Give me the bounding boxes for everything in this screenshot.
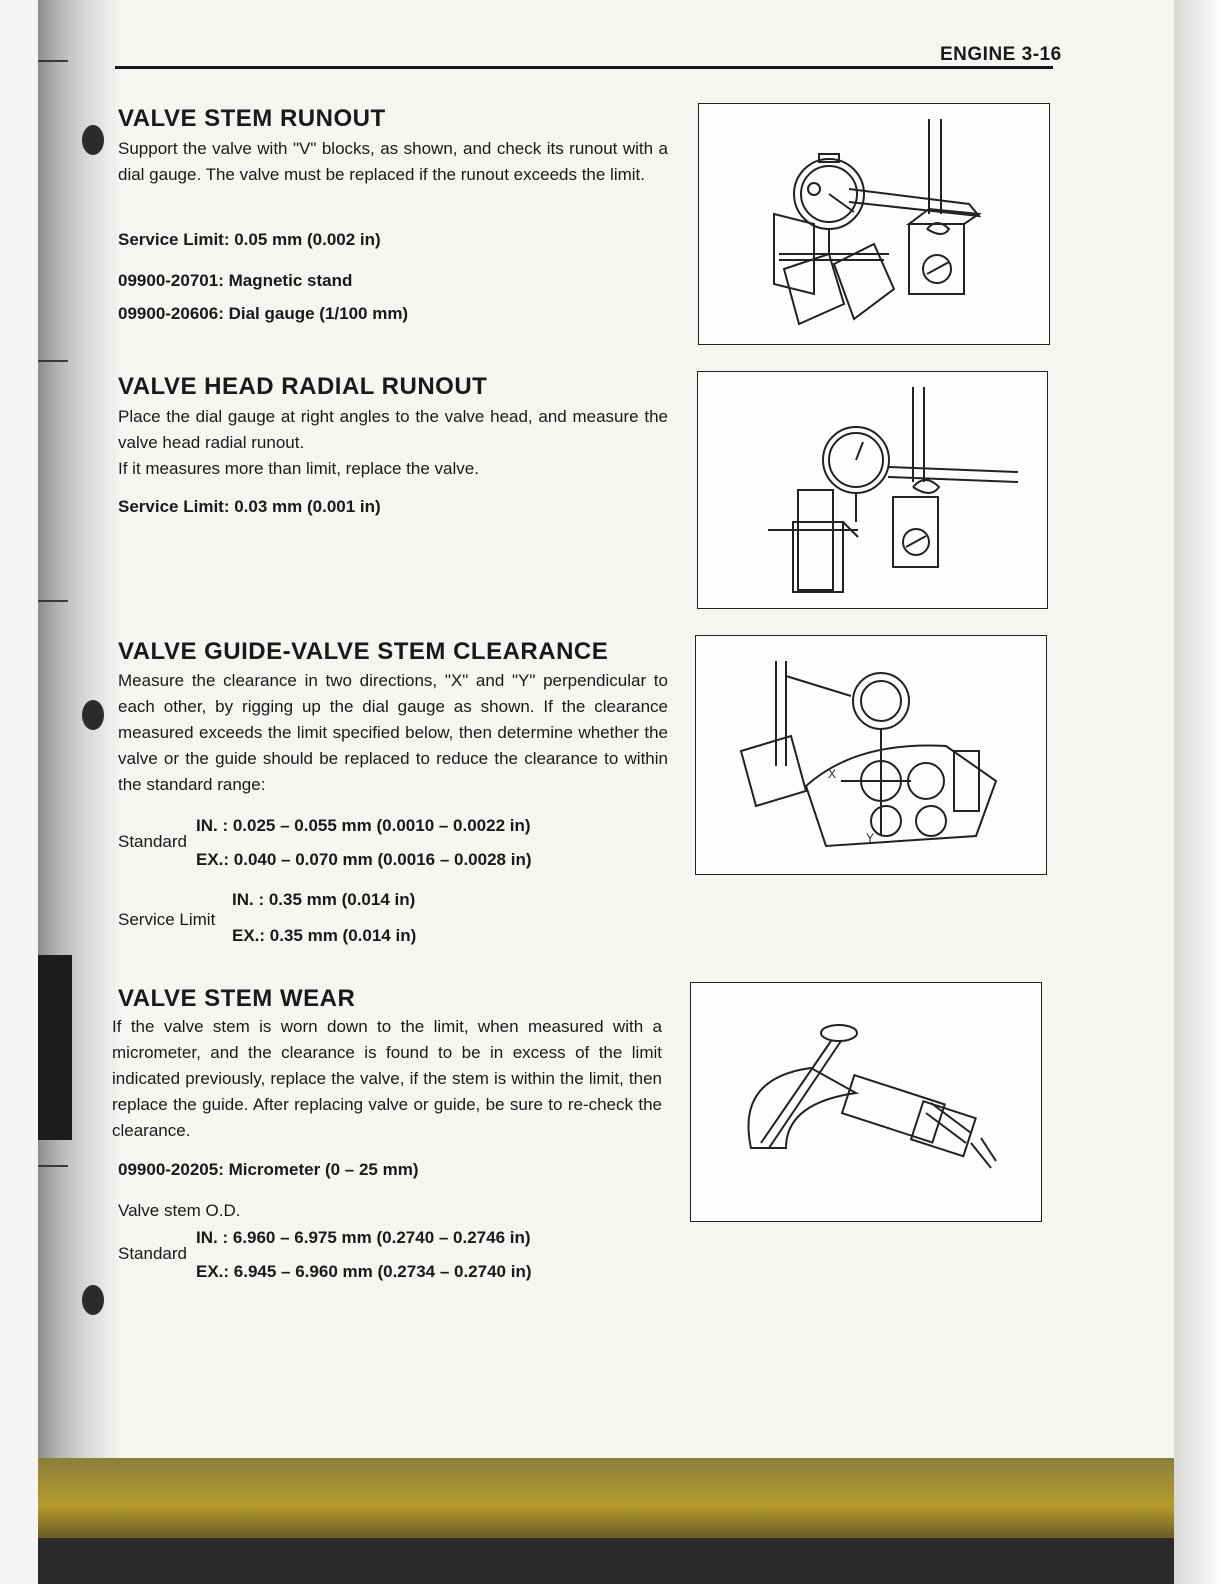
tool-number: 09900-20205: Micrometer (0 – 25 mm) [118,1160,419,1179]
binding-shadow [38,0,118,1584]
micrometer-illustration [691,983,1041,1221]
standard-ex: EX.: 0.040 – 0.070 mm (0.0016 – 0.0028 in) [196,850,532,869]
section-text: Measure the clearance in two directions, "X" and "Y" perpendicular to each other, by rigging up the dial gauge as shown. If the clearance measured exceeds the limit specified below, then determine whether the valve or the guide should be replaced to reduce the clearance to within the standard range: [118,671,668,794]
scan-margin [0,0,38,1584]
page-header: ENGINE 3-16 [940,44,1062,65]
tab-divider [38,600,68,602]
standard-ex: EX.: 6.945 – 6.960 mm (0.2734 – 0.2740 in) [196,1262,532,1281]
guide-clearance-illustration [696,636,1046,874]
head-runout-illustration [698,372,1047,608]
standard-in: IN. : 0.025 – 0.055 mm (0.0010 – 0.0022 in) [196,816,531,835]
bottom-scan-band [38,1458,1174,1538]
section-text: Support the valve with "V" blocks, as shown, and check its runout with a dial gauge. The valve must be replaced if the runout exceeds the limit. [118,139,668,184]
section-title-stem-runout: VALVE STEM RUNOUT [118,105,386,132]
tab-divider [38,60,68,62]
service-limit-label: Service Limit [118,910,216,929]
tool-number: 09900-20701: Magnetic stand [118,271,353,290]
binding-hole [82,125,104,155]
header-rule [115,66,1053,69]
bottom-scan-edge [38,1538,1174,1584]
binding-dark-patch [38,955,72,1140]
figure-guide-clearance [695,635,1047,875]
section-title-guide-clearance: VALVE GUIDE-VALVE STEM CLEARANCE [118,638,609,665]
od-label: Valve stem O.D. [118,1201,241,1220]
standard-label: Standard [118,1244,187,1263]
service-limit-in: IN. : 0.35 mm (0.014 in) [232,890,416,909]
standard-label: Standard [118,832,187,851]
tab-divider [38,1165,68,1167]
binding-hole [82,700,104,730]
page-edge [1174,0,1224,1584]
standard-in: IN. : 6.960 – 6.975 mm (0.2740 – 0.2746 in) [196,1228,531,1247]
tool-number: 09900-20606: Dial gauge (1/100 mm) [118,304,409,323]
section-text: If the valve stem is worn down to the limit, when measured with a micrometer, and the clearance is found to be in excess of the limit indicated previously, replace the valve, if the stem is within the limit, then replace the guide. After replacing valve or guide, be sure to re-check the clearance. [112,1017,662,1140]
figure-head-runout [697,371,1048,609]
axis-label-y: Y [866,831,875,845]
section-text: If it measures more than limit, replace the valve. [118,459,479,478]
figure-stem-runout [698,103,1050,345]
figure-stem-wear [690,982,1042,1222]
binding-hole [82,1285,104,1315]
section-title-stem-wear: VALVE STEM WEAR [118,985,356,1012]
service-limit-ex: EX.: 0.35 mm (0.014 in) [232,926,417,945]
section-text: Place the dial gauge at right angles to the valve head, and measure the valve head radial runout. [118,407,668,452]
axis-label-x: X [828,767,837,781]
section-title-head-runout: VALVE HEAD RADIAL RUNOUT [118,373,488,400]
service-limit: Service Limit: 0.03 mm (0.001 in) [118,497,381,516]
tab-divider [38,360,68,362]
stem-runout-illustration [699,104,1049,344]
service-limit: Service Limit: 0.05 mm (0.002 in) [118,230,381,249]
